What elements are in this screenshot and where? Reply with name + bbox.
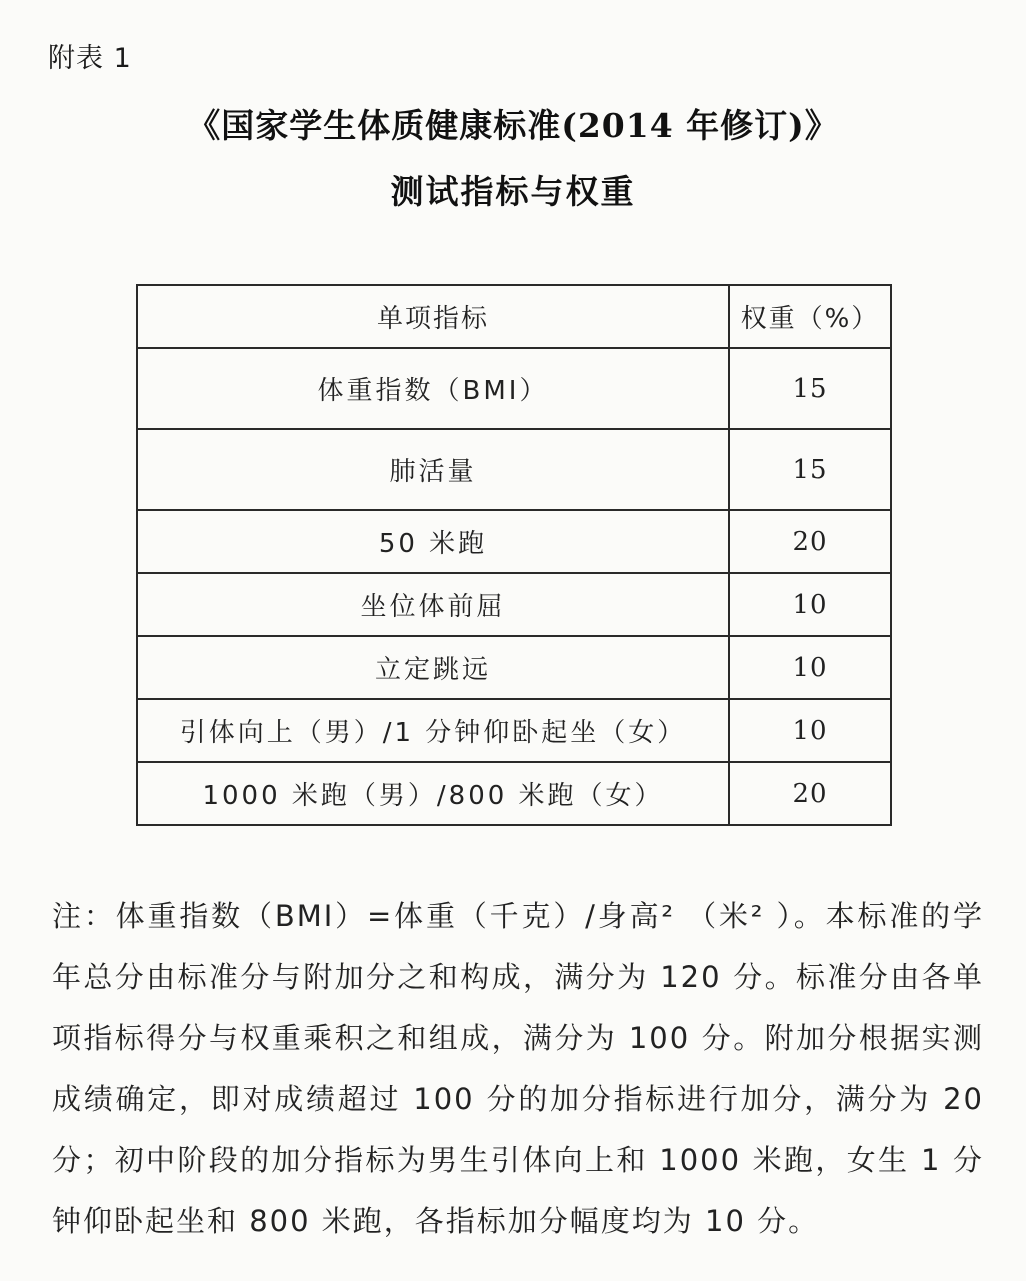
- header-indicator: 单项指标: [137, 285, 729, 348]
- document-title: 《国家学生体质健康标准(2014 年修订)》: [187, 106, 839, 145]
- weight-cell: 10: [729, 573, 891, 636]
- indicator-weight-table: [136, 284, 892, 826]
- weight-cell: 10: [729, 636, 891, 699]
- weight-cell: 20: [729, 762, 891, 825]
- indicator-cell: 立定跳远: [137, 636, 729, 699]
- indicator-cell: 体重指数（BMI）: [137, 348, 729, 429]
- table-row: [137, 699, 891, 762]
- indicator-cell: 坐位体前屈: [137, 573, 729, 636]
- document-subtitle: 测试指标与权重: [390, 172, 636, 211]
- weight-cell: 15: [729, 429, 891, 510]
- table-row: [137, 348, 891, 429]
- footnote-paragraph: 注：体重指数（BMI）=体重（千克）/身高² （米² ）。本标准的学年总分由标准分与附加分之和构成，满分为 120 分。标准分由各单项指标得分与权重乘积之和组成，满分为 100 分。附加分根据实测成绩确定，即对成绩超过 100 分的加分指标进行加分，满分为 20 分；初中阶段的加分指标为男生引体向上和 1000 米跑，女生 1 分钟仰卧起坐和 800 米跑，各指标加分幅度均为 10 分。: [52, 899, 984, 1238]
- table-row: [137, 762, 891, 825]
- weight-cell: 15: [729, 348, 891, 429]
- table-row: [137, 429, 891, 510]
- indicator-cell: 引体向上（男）/1 分钟仰卧起坐（女）: [137, 699, 729, 762]
- weight-cell: 10: [729, 699, 891, 762]
- header-weight: 权重（%）: [729, 285, 891, 348]
- table-header-row: [137, 285, 891, 348]
- indicator-cell: 50 米跑: [137, 510, 729, 573]
- appendix-label: 附表 1: [48, 43, 132, 74]
- table-row: [137, 573, 891, 636]
- indicator-cell: 1000 米跑（男）/800 米跑（女）: [137, 762, 729, 825]
- indicator-cell: 肺活量: [137, 429, 729, 510]
- table-row: [137, 636, 891, 699]
- weight-cell: 20: [729, 510, 891, 573]
- table-row: [137, 510, 891, 573]
